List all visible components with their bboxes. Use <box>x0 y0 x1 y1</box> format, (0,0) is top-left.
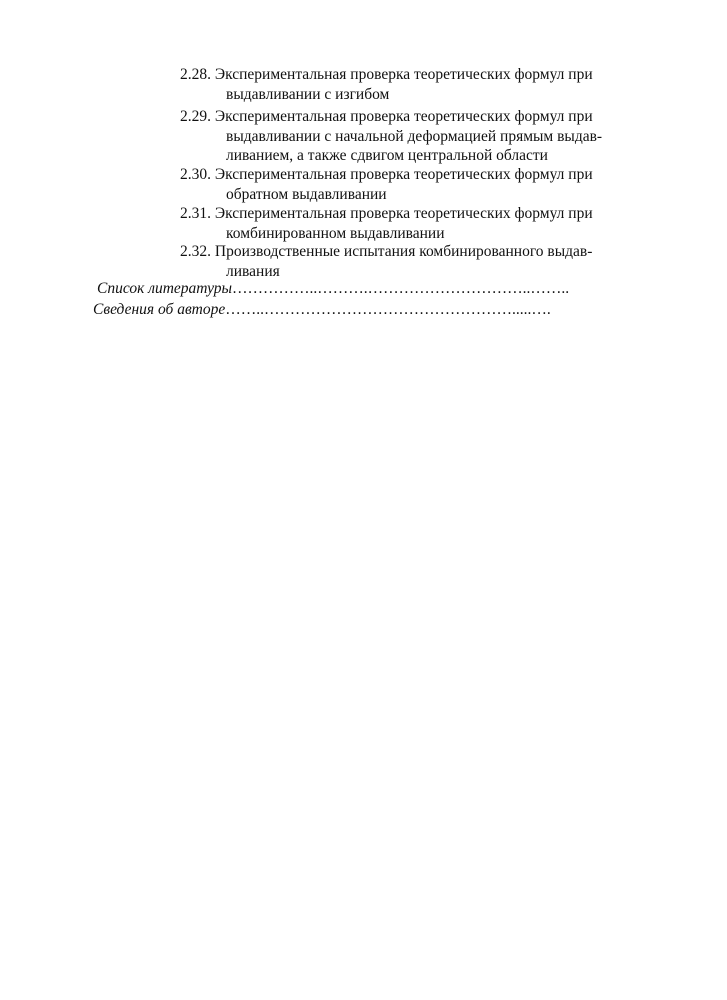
toc-entry-number: 2.29. <box>180 108 215 125</box>
toc-entry-title: Экспериментальная проверка теоретических формул при <box>214 166 593 183</box>
toc-entry-number: 2.30. <box>180 166 215 183</box>
toc-entry-about-author[interactable] <box>93 300 551 320</box>
toc-entry-title: Экспериментальная проверка теоретических формул при <box>214 66 593 83</box>
toc-entry-2-30[interactable] <box>180 165 593 204</box>
toc-entry-continuation: выдавливании с изгибом <box>226 85 390 103</box>
about-author-leader-dots: ……..………………………………………….....…. <box>225 301 551 318</box>
toc-entry-continuation: комбинированном выдавливании <box>226 224 445 242</box>
toc-entry-continuation: ливанием, а также сдвигом центральной области <box>226 147 548 164</box>
toc-entry-continuation: выдавливании с начальной деформацией прямым выдав- <box>226 127 603 145</box>
toc-entry-title: Экспериментальная проверка теоретических формул при <box>214 108 593 125</box>
toc-entry-2-32[interactable] <box>180 242 592 281</box>
toc-entry-2-28[interactable] <box>180 65 593 104</box>
toc-entry-2-31[interactable] <box>180 204 593 243</box>
toc-entry-title: Производственные испытания комбинированного выдав- <box>214 243 593 260</box>
toc-entry-continuation: обратном выдавливании <box>226 185 387 203</box>
toc-entry-number: 2.28. <box>180 66 215 83</box>
toc-entry-continuation: ливания <box>226 262 280 280</box>
toc-entry-title: Экспериментальная проверка теоретических формул при <box>214 205 593 222</box>
toc-entry-references[interactable] <box>97 279 569 299</box>
toc-entry-2-29[interactable] <box>180 107 602 166</box>
references-label: Список литературы <box>97 280 233 297</box>
references-leader-dots: ……………..……….…………………………..…….. <box>232 280 570 297</box>
about-author-label: Сведения об авторе <box>93 301 226 318</box>
toc-entry-number: 2.32. <box>180 243 215 260</box>
toc-entry-number: 2.31. <box>180 205 215 222</box>
